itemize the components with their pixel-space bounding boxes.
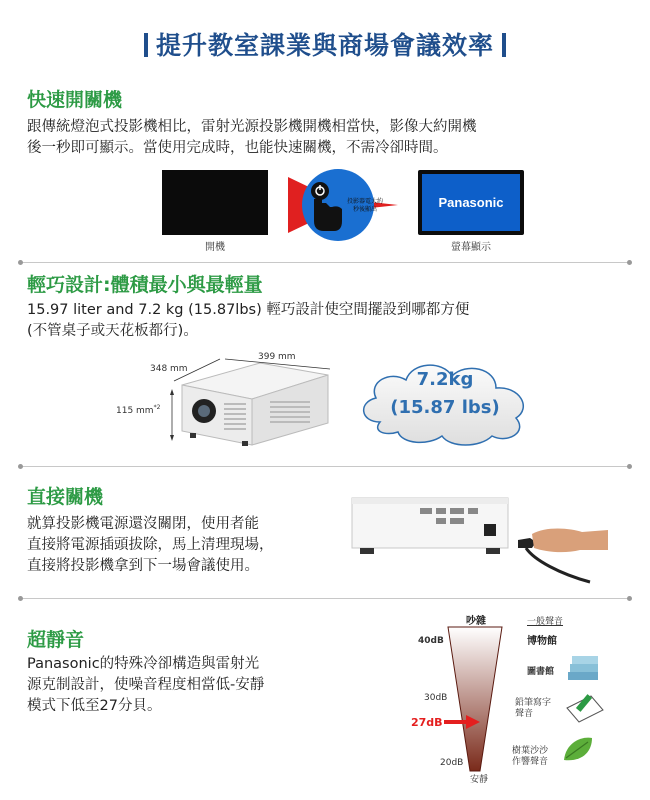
power-text-line-1: 投影器電大約 — [346, 198, 383, 205]
title-bar-right — [502, 33, 506, 57]
db-20: 20dB — [440, 758, 464, 768]
place-leaves-line-2: 作響聲音 — [512, 757, 549, 767]
place-museum: 博物館 — [527, 636, 557, 647]
caption-on: 螢幕顯示 — [451, 242, 491, 253]
direct-off-line-2: 直接將電源插頭拔除，馬上清理現場， — [27, 537, 274, 553]
direct-off-line-1: 就算投影機電源還沒關閉，使用者能 — [27, 516, 259, 532]
page-title-text: 提升教室課業與商場會議效率 — [155, 31, 494, 60]
power-button-text — [330, 198, 400, 214]
quick-start-heading: 快速開關機 — [27, 89, 123, 111]
power-socket — [484, 524, 496, 536]
leaf-icon — [560, 734, 596, 764]
books-icon — [566, 654, 602, 684]
quiet-line-1: Panasonic的特殊冷卻構造與雷射光 — [27, 656, 260, 672]
projector-rear-top — [352, 498, 508, 504]
quiet-heading: 超靜音 — [27, 629, 85, 651]
label-general: 一般聲音 — [527, 617, 564, 627]
compact-line-1: 15.97 liter and 7.2 kg (15.87lbs) 輕巧設計使空間擺設到哪都方便 — [27, 302, 470, 318]
dim-height-note: *2 — [153, 404, 161, 411]
direct-off-heading: 直接關機 — [27, 486, 104, 508]
compact-heading: 輕巧設計:體積最小與最輕量 — [27, 274, 263, 296]
dim-height-value: 115 mm — [116, 406, 154, 416]
db-40: 40dB — [418, 636, 444, 646]
projector-foot-left — [190, 433, 196, 438]
noise-funnel-shape — [448, 627, 502, 771]
dim-depth: 348 mm — [150, 364, 188, 374]
unplug-graphic — [350, 490, 610, 585]
projector-foot-right — [242, 441, 248, 446]
quick-start-line-1: 跟傳統燈泡式投影機相比，雷射光源投影機開機相當快，影像大約開機 — [27, 119, 477, 135]
divider-3 — [20, 598, 630, 599]
page-title — [0, 26, 650, 62]
noise-funnel — [440, 625, 510, 775]
place-pencil-line-1: 鉛筆寫字 — [515, 698, 552, 708]
divider-2 — [20, 466, 630, 467]
quick-start-body — [27, 117, 477, 159]
quiet-line-3: 模式下低至27分貝。 — [27, 698, 162, 714]
power-text-line-2: 秒後顯出 — [352, 206, 377, 213]
db-27: 27dB — [411, 716, 443, 729]
divider-1 — [20, 262, 630, 263]
hand-icon — [532, 529, 608, 553]
panasonic-logo: Panasonic — [438, 195, 504, 210]
label-noisy: 吵雜 — [466, 616, 486, 627]
weight-lbs: (15.87 lbs) — [390, 397, 500, 418]
screen-off-image — [162, 170, 268, 235]
rear-foot-left — [360, 548, 374, 554]
pencil-icon — [563, 690, 607, 724]
screen-on-image — [418, 170, 524, 235]
direct-off-body — [27, 514, 274, 577]
weight-kg: 7.2kg — [416, 369, 474, 390]
rear-foot-right — [486, 548, 500, 554]
place-pencil-line-2: 聲音 — [515, 709, 534, 719]
power-cable — [526, 548, 590, 582]
caption-off: 開機 — [205, 242, 225, 253]
projector-rear — [352, 498, 508, 548]
dim-height — [116, 404, 160, 416]
quiet-body — [27, 654, 264, 717]
compact-line-2: (不管桌子或天花板都行)。 — [27, 323, 198, 339]
title-bar-left — [144, 33, 148, 57]
place-library: 圖書館 — [527, 667, 555, 677]
weight-text — [360, 366, 530, 422]
projector-lens-inner — [198, 405, 210, 417]
place-pencil — [515, 698, 551, 720]
screen-on-display — [422, 174, 520, 231]
direct-off-line-3: 直接將投影機拿到下一場會議使用。 — [27, 558, 259, 574]
compact-body — [27, 300, 469, 342]
place-leaves — [512, 746, 548, 768]
label-quiet: 安靜 — [470, 775, 489, 785]
power-icon — [311, 182, 329, 200]
red-arrow-icon — [444, 715, 480, 729]
db-30: 30dB — [424, 693, 448, 703]
place-leaves-line-1: 樹葉沙沙 — [512, 746, 549, 756]
quick-start-line-2: 後一秒即可顯示。當使用完成時，也能快速關機，不需冷卻時間。 — [27, 140, 448, 156]
quiet-line-2: 源克制設計，使噪音程度相當低-安靜 — [27, 677, 265, 693]
dim-width: 399 mm — [258, 352, 296, 362]
projector-dimension-graphic — [130, 345, 350, 455]
